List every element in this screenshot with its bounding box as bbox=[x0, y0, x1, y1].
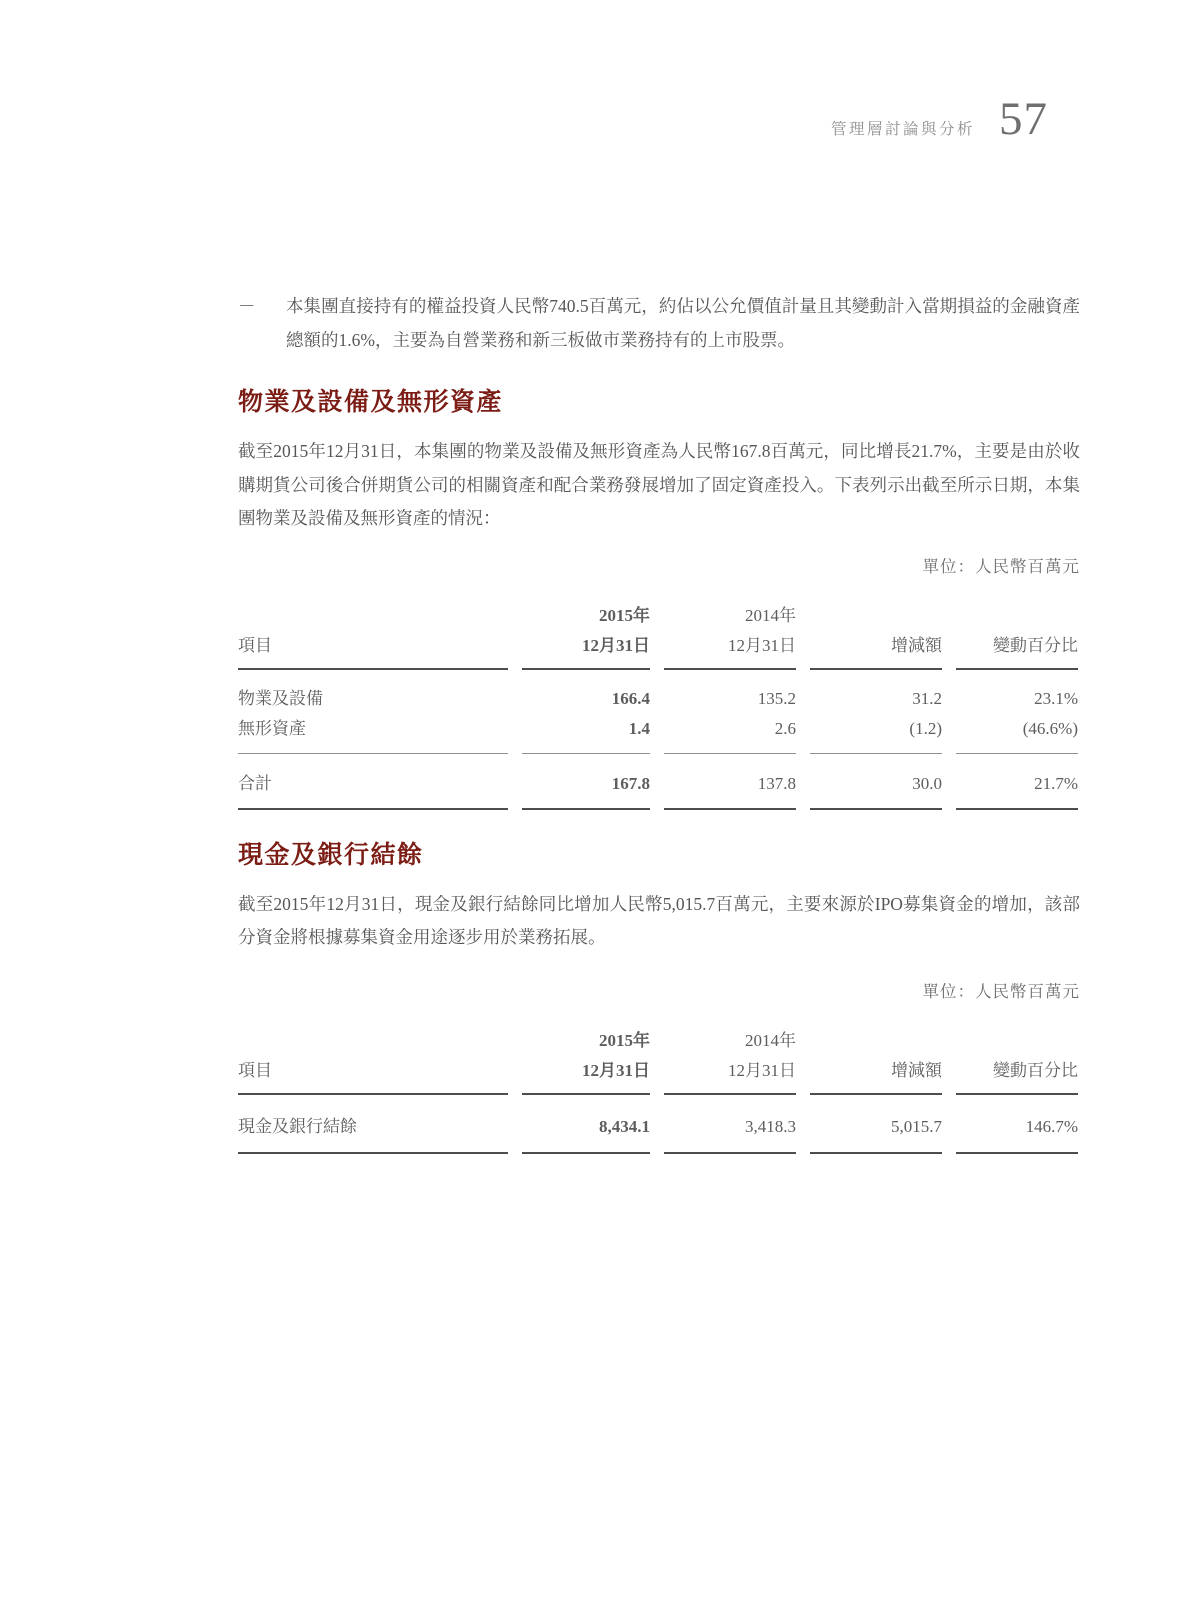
col-header-item: 項目 bbox=[238, 1056, 508, 1095]
bullet-text: 本集團直接持有的權益投資人民幣740.5百萬元，約佔以公允價值計量且其變動計入當期損益的金融資產總額的1.6%，主要為自營業務和新三板做市業務持有的上市股票。 bbox=[286, 296, 1080, 350]
col-header-change: 增減額 bbox=[810, 631, 942, 670]
table-row-total bbox=[238, 754, 1078, 810]
table-row-property-equipment bbox=[238, 670, 1078, 714]
value-change-pct: 23.1% bbox=[1034, 688, 1078, 708]
total-change: 30.0 bbox=[810, 754, 942, 810]
property-equipment-table bbox=[224, 597, 1092, 810]
col-header-2015: 2015年 bbox=[599, 605, 650, 625]
table-header-row bbox=[238, 1056, 1078, 1095]
bullet-item bbox=[238, 289, 1080, 357]
col-header-item: 項目 bbox=[238, 631, 508, 670]
col-header-change-pct: 變動百分比 bbox=[956, 1056, 1078, 1095]
table-header-year-row bbox=[238, 1022, 1078, 1056]
cash-bank-balances-table bbox=[224, 1022, 1092, 1154]
col-header-change: 增減額 bbox=[810, 1056, 942, 1095]
table-row-cash-bank-balances bbox=[238, 1095, 1078, 1154]
total-change-pct: 21.7% bbox=[956, 754, 1078, 810]
value-2015: 166.4 bbox=[611, 688, 650, 708]
value-2015: 1.4 bbox=[522, 714, 650, 754]
col-header-2014: 2014年 bbox=[745, 1030, 796, 1050]
row-label: 無形資產 bbox=[238, 714, 508, 754]
col-header-2015-date: 12月31日 bbox=[522, 1056, 650, 1095]
col-header-2014-date: 12月31日 bbox=[664, 1056, 796, 1095]
row-label: 現金及銀行結餘 bbox=[238, 1095, 508, 1154]
section-paragraph-cash-bank-balances: 截至2015年12月31日，現金及銀行結餘同比增加人民幣5,015.7百萬元，主要來源於IPO募集資金的增加，該部分資金將根據募集資金用途逐步用於業務拓展。 bbox=[238, 893, 1080, 947]
page-number: 57 bbox=[999, 93, 1048, 145]
value-change: 5,015.7 bbox=[810, 1095, 942, 1154]
total-2015: 167.8 bbox=[522, 754, 650, 810]
col-header-2014: 2014年 bbox=[745, 605, 796, 625]
bullet-dash-marker: － bbox=[238, 296, 256, 316]
table-header-year-row bbox=[238, 597, 1078, 631]
value-change: 31.2 bbox=[912, 688, 942, 708]
col-header-2015-date: 12月31日 bbox=[522, 631, 650, 670]
col-header-change-pct: 變動百分比 bbox=[956, 631, 1078, 670]
table-header-row bbox=[238, 631, 1078, 670]
section-title-cash-bank-balances: 現金及銀行結餘 bbox=[238, 841, 424, 869]
section-paragraph-property-equipment: 截至2015年12月31日，本集團的物業及設備及無形資產為人民幣167.8百萬元，同比增長21.7%，主要是由於收購期貨公司後合併期貨公司的相關資產和配合業務發展增加了固定資產投入。下表列示出截至所示日期，本集團物業及設備及無形資產的情況： bbox=[238, 441, 1080, 528]
col-header-2015: 2015年 bbox=[599, 1030, 650, 1050]
value-2014: 2.6 bbox=[664, 714, 796, 754]
row-label: 物業及設備 bbox=[238, 688, 323, 708]
unit-note-2: 單位：人民幣百萬元 bbox=[922, 981, 1080, 1001]
value-2015: 8,434.1 bbox=[522, 1095, 650, 1154]
header-section-label: 管理層討論與分析 bbox=[830, 121, 975, 138]
value-2014: 135.2 bbox=[757, 688, 796, 708]
value-change: (1.2) bbox=[810, 714, 942, 754]
total-2014: 137.8 bbox=[664, 754, 796, 810]
value-change-pct: 146.7% bbox=[956, 1095, 1078, 1154]
table-row-intangible-assets bbox=[238, 714, 1078, 754]
section-title-property-equipment: 物業及設備及無形資產 bbox=[238, 389, 504, 416]
unit-note-1: 單位：人民幣百萬元 bbox=[922, 556, 1080, 576]
col-header-2014-date: 12月31日 bbox=[664, 631, 796, 670]
document-content bbox=[238, 0, 1080, 1154]
value-change-pct: (46.6%) bbox=[956, 714, 1078, 754]
total-label: 合計 bbox=[238, 754, 508, 810]
value-2014: 3,418.3 bbox=[664, 1095, 796, 1154]
